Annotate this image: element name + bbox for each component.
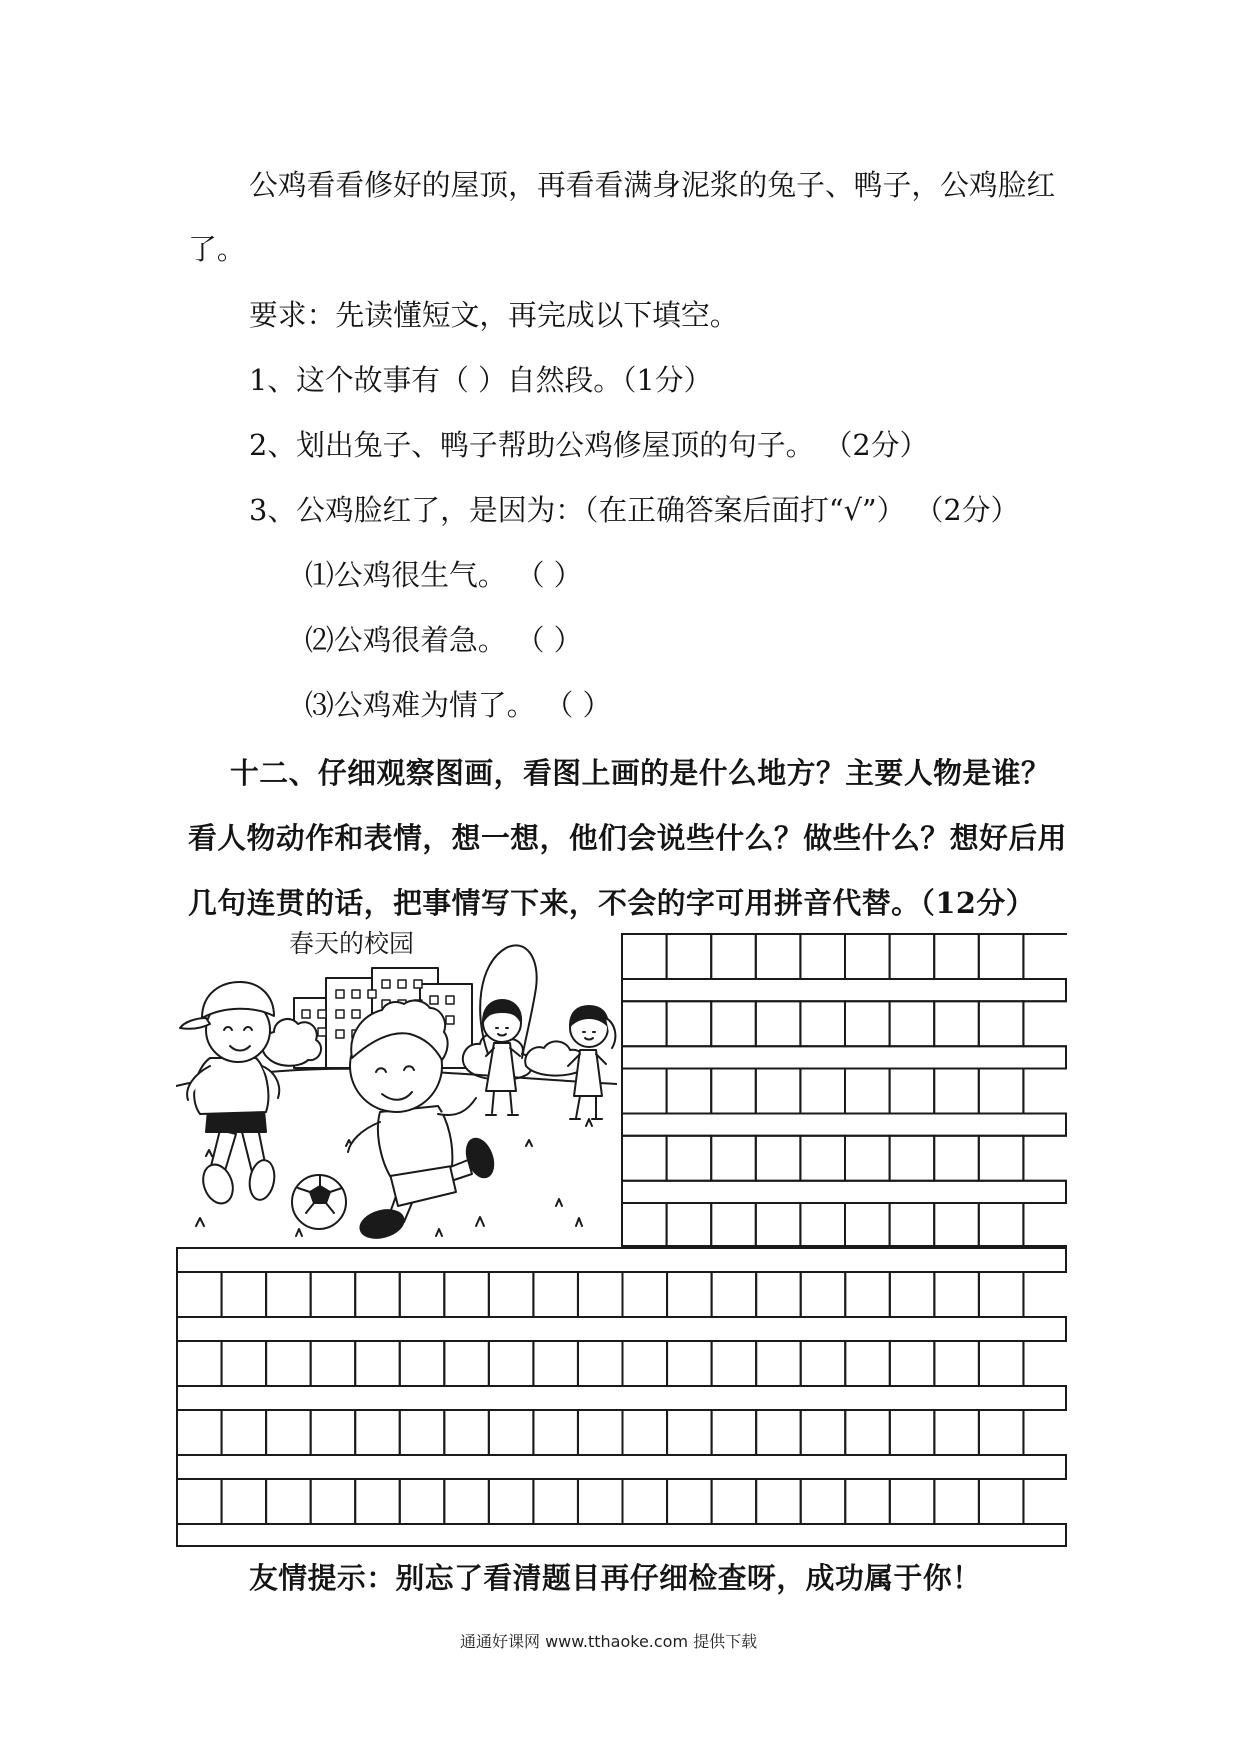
writing-cell xyxy=(355,1410,400,1455)
writing-cell xyxy=(667,1069,712,1114)
writing-cell xyxy=(489,1410,534,1455)
writing-cell xyxy=(979,1341,1024,1386)
writing-cell xyxy=(489,1341,534,1386)
writing-cell xyxy=(845,1001,890,1046)
writing-cell xyxy=(1023,934,1067,979)
writing-cell xyxy=(400,1410,445,1455)
writing-cell xyxy=(622,1069,667,1114)
writing-cell xyxy=(979,1203,1024,1246)
writing-cell xyxy=(222,1410,267,1455)
writing-cell xyxy=(890,1069,935,1114)
writing-cell xyxy=(890,1410,935,1455)
writing-cell xyxy=(979,934,1024,979)
writing-cell xyxy=(1023,1479,1067,1524)
passage-line-1: 公鸡看看修好的屋顶，再看看满身泥浆的兔子、鸭子，公鸡脸红 xyxy=(249,168,1056,202)
writing-cell xyxy=(712,1272,757,1317)
writing-cell xyxy=(177,1410,222,1455)
question-2: 2、划出兔子、鸭子帮助公鸡修屋顶的句子。 （2分） xyxy=(249,428,929,462)
writing-cell xyxy=(756,1479,801,1524)
writing-cell xyxy=(533,1341,578,1386)
writing-strip xyxy=(177,1524,1066,1546)
writing-cell xyxy=(934,1410,979,1455)
writing-cell xyxy=(756,1410,801,1455)
writing-cell xyxy=(533,1272,578,1317)
writing-cell xyxy=(712,1479,757,1524)
writing-cell xyxy=(711,1001,756,1046)
writing-cell xyxy=(845,1410,890,1455)
writing-cell xyxy=(622,1203,667,1246)
writing-cell xyxy=(890,1203,935,1246)
writing-cell xyxy=(979,1410,1024,1455)
writing-cell xyxy=(934,1069,979,1114)
writing-cell xyxy=(400,1272,445,1317)
writing-cell xyxy=(444,1479,489,1524)
writing-cell xyxy=(311,1272,356,1317)
writing-cell xyxy=(622,1001,667,1046)
writing-cell xyxy=(890,1001,935,1046)
writing-cell xyxy=(623,1272,668,1317)
writing-cell xyxy=(934,934,979,979)
writing-cell xyxy=(355,1341,400,1386)
writing-cell xyxy=(801,1272,846,1317)
footer-tip: 友情提示：别忘了看清题目再仔细检查呀，成功属于你！ xyxy=(249,1561,982,1595)
writing-cell xyxy=(801,1410,846,1455)
writing-cell xyxy=(578,1341,623,1386)
question-3-option-3: ⑶公鸡难为情了。 （ ） xyxy=(305,688,612,722)
writing-strip xyxy=(622,1046,1066,1068)
writing-cell xyxy=(979,1001,1024,1046)
writing-cell xyxy=(712,1410,757,1455)
writing-strip xyxy=(622,1114,1066,1136)
writing-strip xyxy=(177,1248,1066,1272)
writing-cell xyxy=(222,1272,267,1317)
writing-cell xyxy=(800,1203,845,1246)
writing-cell xyxy=(756,1341,801,1386)
writing-cell xyxy=(444,1341,489,1386)
question-3: 3、公鸡脸红了，是因为：（在正确答案后面打“√”） （2分） xyxy=(249,493,1020,527)
writing-cell xyxy=(711,1203,756,1246)
requirement-text: 要求：先读懂短文，再完成以下填空。 xyxy=(249,298,739,332)
writing-grid-right xyxy=(621,933,1067,1247)
writing-cell xyxy=(355,1272,400,1317)
writing-strip xyxy=(177,1455,1066,1479)
writing-cell xyxy=(845,934,890,979)
writing-cell xyxy=(578,1479,623,1524)
writing-cell xyxy=(934,1272,979,1317)
writing-cell xyxy=(711,934,756,979)
writing-cell xyxy=(400,1479,445,1524)
writing-cell xyxy=(756,1001,801,1046)
writing-cell xyxy=(890,1341,935,1386)
writing-cell xyxy=(1023,1410,1067,1455)
writing-cell xyxy=(756,1203,801,1246)
writing-cell xyxy=(890,1479,935,1524)
question-3-option-2: ⑵公鸡很着急。 （ ） xyxy=(305,623,583,657)
writing-cell xyxy=(177,1479,222,1524)
writing-cell xyxy=(1023,1272,1067,1317)
writing-cell xyxy=(979,1069,1024,1114)
writing-cell xyxy=(934,1479,979,1524)
writing-cell xyxy=(979,1136,1024,1181)
question-3-option-1: ⑴公鸡很生气。 （ ） xyxy=(305,558,583,592)
writing-cell xyxy=(533,1410,578,1455)
writing-cell xyxy=(623,1479,668,1524)
writing-strip xyxy=(177,1386,1066,1410)
writing-cell xyxy=(622,1136,667,1181)
writing-cell xyxy=(667,1001,712,1046)
writing-grid-bottom xyxy=(176,1247,1067,1547)
soccer-ball xyxy=(292,1175,346,1229)
footer-source: 通通好课网 www.tthaoke.com 提供下载 xyxy=(460,1632,758,1651)
writing-cell xyxy=(667,1203,712,1246)
writing-cell xyxy=(489,1479,534,1524)
writing-cell xyxy=(712,1341,757,1386)
writing-cell xyxy=(934,1136,979,1181)
writing-cell xyxy=(623,1341,668,1386)
writing-cell xyxy=(800,934,845,979)
picture-caption: 春天的校园 xyxy=(289,929,415,958)
writing-cell xyxy=(622,934,667,979)
writing-cell xyxy=(711,1136,756,1181)
writing-cell xyxy=(623,1410,668,1455)
writing-cell xyxy=(890,1272,935,1317)
writing-cell xyxy=(979,1272,1024,1317)
writing-cell xyxy=(533,1479,578,1524)
writing-cell xyxy=(266,1341,311,1386)
writing-cell xyxy=(845,1203,890,1246)
writing-cell xyxy=(667,1410,712,1455)
question-1: 1、这个故事有（ ）自然段。（1分） xyxy=(249,363,713,397)
writing-cell xyxy=(355,1479,400,1524)
writing-cell xyxy=(222,1341,267,1386)
schoolyard-picture xyxy=(176,926,617,1247)
writing-cell xyxy=(266,1272,311,1317)
writing-cell xyxy=(1023,1001,1067,1046)
writing-cell xyxy=(667,1341,712,1386)
writing-cell xyxy=(177,1272,222,1317)
writing-cell xyxy=(177,1341,222,1386)
writing-cell xyxy=(756,934,801,979)
writing-cell xyxy=(444,1272,489,1317)
writing-cell xyxy=(311,1410,356,1455)
writing-cell xyxy=(934,1341,979,1386)
writing-cell xyxy=(890,1136,935,1181)
writing-cell xyxy=(890,934,935,979)
writing-cell xyxy=(801,1479,846,1524)
writing-cell xyxy=(845,1479,890,1524)
section12-line-1: 十二、仔细观察图画，看图上画的是什么地方？主要人物是谁？ xyxy=(230,756,1051,790)
passage-line-2: 了。 xyxy=(188,232,246,266)
writing-cell xyxy=(266,1410,311,1455)
boy-center xyxy=(348,1001,498,1243)
writing-cell xyxy=(400,1341,445,1386)
writing-cell xyxy=(979,1479,1024,1524)
writing-cell xyxy=(667,1272,712,1317)
writing-cell xyxy=(444,1410,489,1455)
writing-cell xyxy=(711,1069,756,1114)
writing-cell xyxy=(266,1479,311,1524)
writing-cell xyxy=(845,1341,890,1386)
writing-cell xyxy=(845,1272,890,1317)
writing-cell xyxy=(667,1136,712,1181)
boy-left xyxy=(180,982,279,1208)
writing-cell xyxy=(845,1069,890,1114)
writing-cell xyxy=(756,1136,801,1181)
writing-strip xyxy=(177,1317,1066,1341)
writing-cell xyxy=(756,1069,801,1114)
writing-strip xyxy=(622,979,1066,1001)
writing-cell xyxy=(801,1341,846,1386)
writing-strip xyxy=(622,1181,1066,1203)
writing-cell xyxy=(800,1136,845,1181)
writing-cell xyxy=(1023,1203,1067,1246)
writing-cell xyxy=(1023,1069,1067,1114)
writing-cell xyxy=(845,1136,890,1181)
section12-line-3: 几句连贯的话，把事情写下来，不会的字可用拼音代替。（12分） xyxy=(188,886,1035,920)
writing-cell xyxy=(667,1479,712,1524)
section12-line-2: 看人物动作和表情，想一想，他们会说些什么？做些什么？想好后用 xyxy=(188,821,1067,855)
writing-cell xyxy=(756,1272,801,1317)
writing-cell xyxy=(934,1001,979,1046)
writing-cell xyxy=(578,1272,623,1317)
writing-cell xyxy=(311,1479,356,1524)
writing-cell xyxy=(489,1272,534,1317)
writing-cell xyxy=(800,1001,845,1046)
writing-cell xyxy=(222,1479,267,1524)
writing-cell xyxy=(578,1410,623,1455)
writing-cell xyxy=(667,934,712,979)
writing-cell xyxy=(800,1069,845,1114)
writing-cell xyxy=(1023,1136,1067,1181)
writing-cell xyxy=(934,1203,979,1246)
writing-cell xyxy=(311,1341,356,1386)
writing-cell xyxy=(1023,1341,1067,1386)
